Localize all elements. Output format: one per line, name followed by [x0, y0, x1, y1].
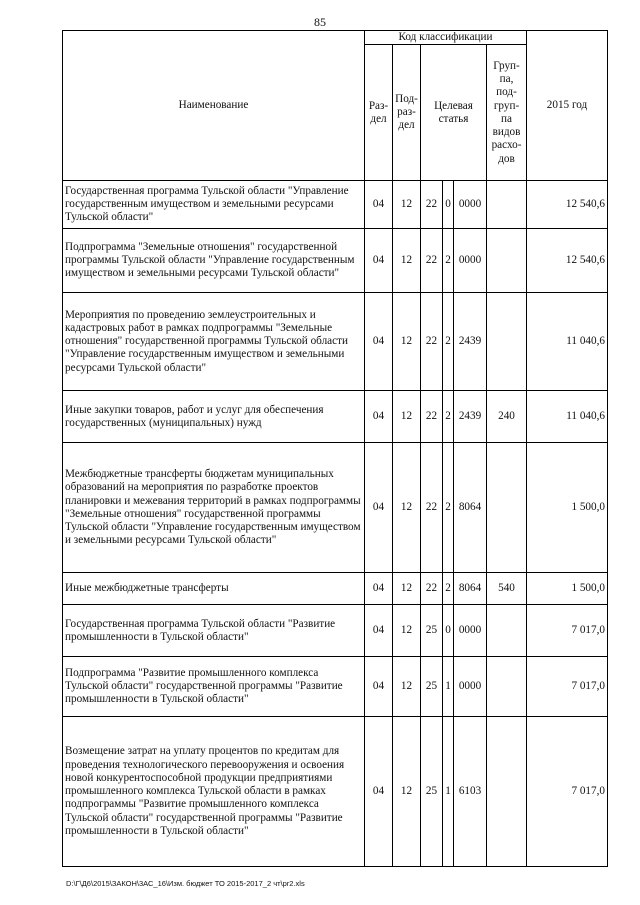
row-target-code: 8064 — [454, 573, 487, 605]
row-podrazdel: 12 — [393, 573, 421, 605]
row-group — [487, 229, 527, 293]
row-razdel: 04 — [365, 573, 393, 605]
row-target-code: 6103 — [454, 717, 487, 867]
table-row — [63, 657, 608, 717]
row-target-subprogram: 1 — [443, 717, 454, 867]
row-podrazdel: 12 — [393, 605, 421, 657]
row-target-program: 22 — [421, 293, 443, 391]
row-amount: 7 017,0 — [527, 717, 608, 867]
row-group — [487, 657, 527, 717]
row-name: Подпрограмма "Земельные отношения" государственной программы Тульской области "Управление государственным имуществом и земельными ресурсами Тульской области" — [63, 229, 365, 293]
header-podrazdel: Под- раз- дел — [393, 45, 421, 181]
header-group: Груп- па, под- груп- па видов расхо- дов — [487, 45, 527, 181]
row-group: 540 — [487, 573, 527, 605]
row-group — [487, 605, 527, 657]
row-target-program: 22 — [421, 229, 443, 293]
row-target-code: 0000 — [454, 181, 487, 229]
row-amount: 11 040,6 — [527, 391, 608, 443]
row-podrazdel: 12 — [393, 657, 421, 717]
row-name: Иные закупки товаров, работ и услуг для обеспечения государственных (муниципальных) нужд — [63, 391, 365, 443]
page-number: 85 — [314, 15, 326, 29]
budget-table — [62, 30, 608, 867]
row-target-subprogram: 0 — [443, 605, 454, 657]
row-name: Мероприятия по проведению землеустроительных и кадастровых работ в рамках подпрограммы "Земельные отношения" государственной программы Тульской области "Управление государственным имуществом и земельными ресурсами Тульской области" — [63, 293, 365, 391]
row-amount: 12 540,6 — [527, 181, 608, 229]
row-razdel: 04 — [365, 657, 393, 717]
row-amount: 11 040,6 — [527, 293, 608, 391]
table-row — [63, 391, 608, 443]
row-target-code: 2439 — [454, 293, 487, 391]
row-podrazdel: 12 — [393, 717, 421, 867]
row-target-code: 0000 — [454, 657, 487, 717]
row-name: Государственная программа Тульской области "Развитие промышленности в Тульской области" — [63, 605, 365, 657]
row-amount: 12 540,6 — [527, 229, 608, 293]
header-code: Код классификации — [365, 31, 527, 45]
row-podrazdel: 12 — [393, 391, 421, 443]
row-razdel: 04 — [365, 443, 393, 573]
header-razdel: Раз- дел — [365, 45, 393, 181]
row-name: Иные межбюджетные трансферты — [63, 573, 365, 605]
row-group — [487, 717, 527, 867]
header-target: Целевая статья — [421, 45, 487, 181]
table-row — [63, 717, 608, 867]
header-name: Наименование — [63, 31, 365, 181]
row-target-code: 0000 — [454, 605, 487, 657]
row-target-code: 0000 — [454, 229, 487, 293]
row-target-subprogram: 2 — [443, 293, 454, 391]
row-target-program: 22 — [421, 391, 443, 443]
row-target-code: 2439 — [454, 391, 487, 443]
row-target-subprogram: 2 — [443, 443, 454, 573]
row-target-code: 8064 — [454, 443, 487, 573]
row-amount: 1 500,0 — [527, 573, 608, 605]
row-amount: 1 500,0 — [527, 443, 608, 573]
row-podrazdel: 12 — [393, 443, 421, 573]
row-target-program: 22 — [421, 181, 443, 229]
row-podrazdel: 12 — [393, 181, 421, 229]
row-podrazdel: 12 — [393, 293, 421, 391]
row-razdel: 04 — [365, 605, 393, 657]
row-name: Возмещение затрат на уплату процентов по кредитам для проведения технологического перевооружения и освоения новой конкурентоспособной продукции предприятиями промышленного комплекса Тульской области в рамках подпрограммы "Развитие промышленного комплекса Тульской области" государственной программы "Развитие промышленности в Тульской области" — [63, 717, 365, 867]
row-target-subprogram: 2 — [443, 229, 454, 293]
table-row — [63, 293, 608, 391]
row-group — [487, 293, 527, 391]
row-razdel: 04 — [365, 229, 393, 293]
row-target-subprogram: 1 — [443, 657, 454, 717]
row-razdel: 04 — [365, 181, 393, 229]
row-name: Государственная программа Тульской области "Управление государственным имуществом и земельными ресурсами Тульской области" — [63, 181, 365, 229]
row-target-program: 25 — [421, 717, 443, 867]
row-group: 240 — [487, 391, 527, 443]
row-razdel: 04 — [365, 391, 393, 443]
row-target-subprogram: 2 — [443, 573, 454, 605]
table-row — [63, 229, 608, 293]
table-row — [63, 181, 608, 229]
row-podrazdel: 12 — [393, 229, 421, 293]
row-razdel: 04 — [365, 717, 393, 867]
row-amount: 7 017,0 — [527, 605, 608, 657]
row-target-program: 22 — [421, 573, 443, 605]
row-group — [487, 443, 527, 573]
row-name: Межбюджетные трансферты бюджетам муниципальных образований на мероприятия по разработке проектов планировки и межевания территорий в рамках подпрограммы "Земельные отношения" государственной программы Тульской области "Управление государственным имуществом и земельными ресурсами Тульской области" — [63, 443, 365, 573]
row-target-subprogram: 0 — [443, 181, 454, 229]
file-path-footer: D:\Г\Д6\2015\ЗАКОН\3АС_16\Изм. бюджет ТО 2015-2017_2 чт\pr2.xls — [66, 879, 305, 888]
row-razdel: 04 — [365, 293, 393, 391]
row-target-program: 25 — [421, 657, 443, 717]
row-name: Подпрограмма "Развитие промышленного комплекса Тульской области" государственной программы "Развитие промышленности в Тульской области" — [63, 657, 365, 717]
table-row — [63, 605, 608, 657]
table-row — [63, 443, 608, 573]
row-group — [487, 181, 527, 229]
row-target-program: 25 — [421, 605, 443, 657]
row-target-program: 22 — [421, 443, 443, 573]
row-target-subprogram: 2 — [443, 391, 454, 443]
row-amount: 7 017,0 — [527, 657, 608, 717]
header-year: 2015 год — [527, 31, 608, 181]
table-row — [63, 573, 608, 605]
